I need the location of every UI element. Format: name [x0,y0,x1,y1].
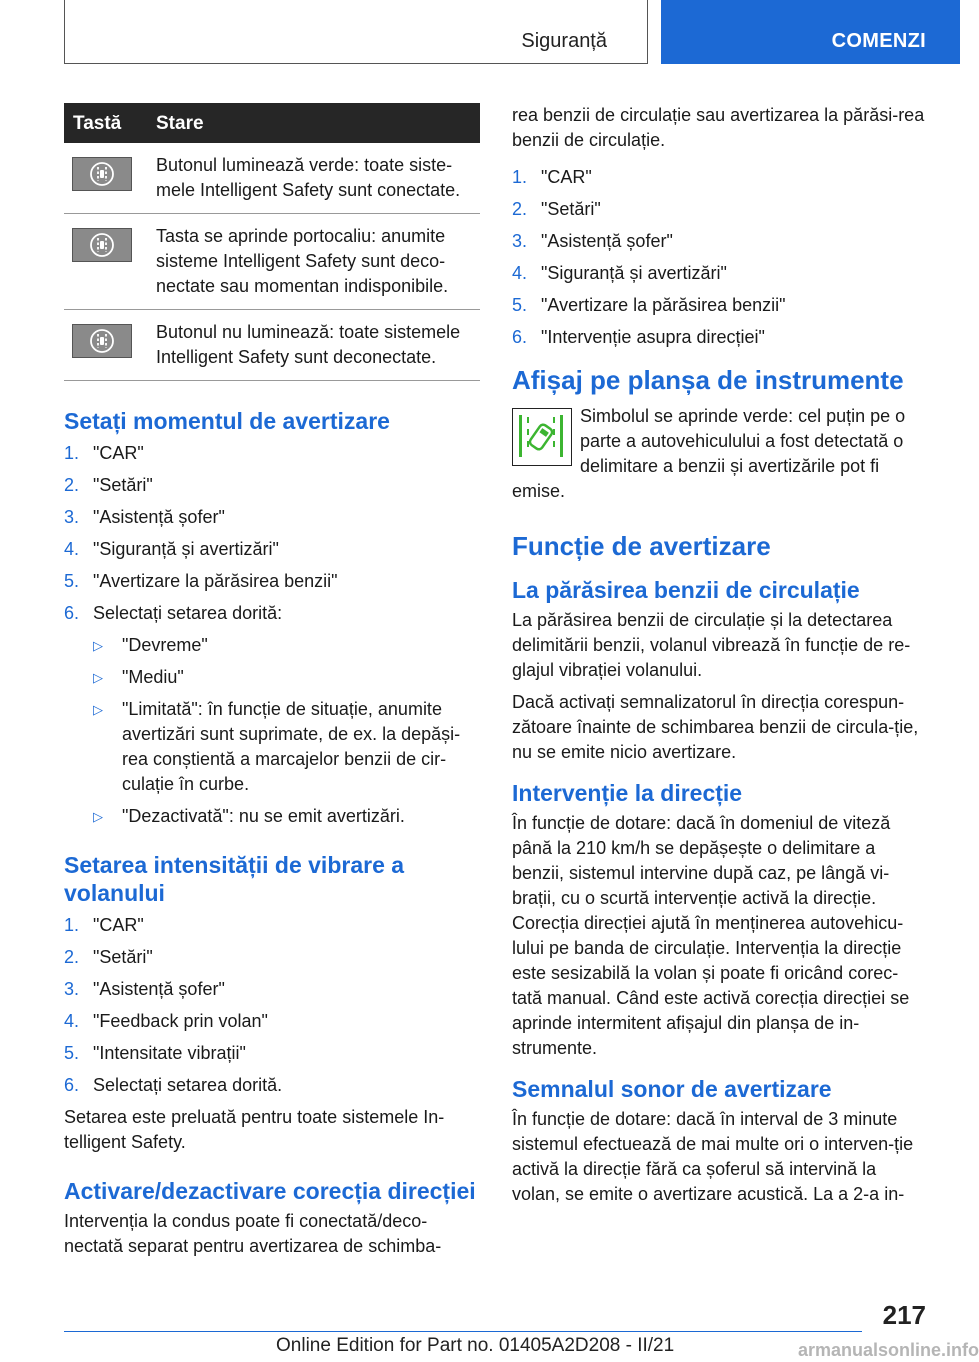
table-cell-state: Butonul luminează verde: toate siste-mele Intelligent Safety sunt conectate. [156,143,480,214]
table-row [64,310,480,381]
acoustic-warning-text: În funcție de dotare: dacă în interval de 3 minute sistemul efectuează de mai multe ori o interven-ție activă la direcție fără ca șoferul să intervină la volan, se emite o avertizare acustică. La a 2-a in- [512,1109,914,1204]
triangle-bullet-icon: ▷ [93,809,103,824]
vibration-note: Setarea este preluată pentru toate sistemele In-telligent Safety. [64,1107,445,1152]
warning-time-options [93,633,480,829]
intelligent-safety-button-icon [72,157,132,191]
key-state-table [64,103,480,381]
list-item: 6. "Intervenție asupra direcției" [512,327,765,347]
list-item: 6. Selectați setarea dorită: [64,603,283,623]
triangle-bullet-icon: ▷ [93,638,103,653]
table-cell-state: Tasta se aprinde portocaliu: anumite sisteme Intelligent Safety sunt deco-nectate sau momentan indisponibile. [156,214,480,310]
page-number: 217 [882,1300,926,1330]
list-item: 3. "Asistență șofer" [512,231,673,251]
header-section-title: Siguranță [521,30,607,52]
list-item: ▷ "Devreme" [93,633,480,658]
subsection-title-leaving-lane: La părăsirea benzii de circulație [512,577,860,603]
right-column [512,103,926,1207]
list-item: 6. Selectați setarea dorită. [64,1075,283,1095]
table-cell-state: Butonul nu luminează: toate sistemele Intelligent Safety sunt deconectate. [156,310,480,381]
section-title-steering-correction: Activare/dezactivare corecția direcției [64,1178,476,1204]
list-item: 4. "Siguranță și avertizări" [64,539,279,559]
warning-time-steps [64,441,480,626]
list-item: 2. "Setări" [512,199,601,219]
list-item: ▷ "Dezactivată": nu se emit avertizări. [93,804,480,829]
list-item: ▷ "Mediu" [93,665,480,690]
list-item: 2. "Setări" [64,475,153,495]
list-item: 2. "Setări" [64,947,153,967]
section-title-display: Afișaj pe planșa de instrumente [512,365,904,395]
list-item: 1. "CAR" [64,915,144,935]
subsection-title-acoustic-warning: Semnalul sonor de avertizare [512,1076,832,1102]
leaving-lane-text-1: La părăsirea benzii de circulație și la detectarea delimitării benzii, volanul vibrează în funcție de re-glajul vibrației volanului. [512,610,911,680]
left-column [64,103,480,1259]
list-item: 4. "Siguranță și avertizări" [512,263,727,283]
watermark-logo: armanualsonline.info [798,1340,979,1360]
list-item: 3. "Asistență șofer" [64,979,225,999]
table-header-state: Stare [156,103,480,143]
intelligent-safety-button-icon [72,324,132,358]
intelligent-safety-button-icon [72,228,132,262]
leaving-lane-text-2: Dacă activați semnalizatorul în direcția corespun-zătoare înainte de schimbarea benzii de circula-ție, nu se emite nicio avertizare. [512,692,919,762]
list-item: 5. "Avertizare la părăsirea benzii" [64,571,338,591]
section-title-vibration: Setarea intensității de vibrare a volanului [64,852,405,906]
subsection-title-steering: Intervenție la direcție [512,780,743,806]
list-item: 5. "Avertizare la părăsirea benzii" [512,295,786,315]
table-header-key: Tastă [64,103,156,143]
header-chapter-tab[interactable] [661,0,960,64]
list-item: 4. "Feedback prin volan" [64,1011,268,1031]
list-item: 1. "CAR" [64,443,144,463]
footer-edition: Online Edition for Part no. 01405A2D208 - II/21 [276,1335,675,1356]
section-title-warning-time: Setați momentul de avertizare [64,408,390,434]
table-row [64,214,480,310]
list-item: ▷ "Limitată": în funcție de situație, anumite avertizări sunt suprimate, de ex. la depăși-rea conștientă a marcajelor benzii de cir-culație în curbe. [93,697,480,797]
header-section-box [64,0,648,64]
steering-steps [512,165,926,350]
vibration-steps [64,913,480,1098]
steering-correction-text: Intervenția la condus poate fi conectată/deco-nectată separat pentru avertizarea de schimba- [64,1211,442,1256]
section-title-warning-function: Funcție de avertizare [512,531,771,561]
list-item: 5. "Intensitate vibrații" [64,1043,246,1063]
display-symbol-row [512,404,926,479]
list-item: 3. "Asistență șofer" [64,507,225,527]
list-item: 1. "CAR" [512,167,592,187]
footer-divider [64,1331,862,1332]
continued-text: rea benzii de circulație sau avertizarea la părăsi-rea benzii de circulație. [512,105,925,150]
triangle-bullet-icon: ▷ [93,670,103,685]
table-row [64,143,480,214]
display-symbol-text-end: emise. [512,481,566,501]
triangle-bullet-icon: ▷ [93,702,103,717]
lane-departure-warning-icon [512,408,572,466]
display-symbol-text: Simbolul se aprinde verde: cel puțin pe o parte a autovehiculului a fost detectată o delimitare a benzii și avertizările pot fi [580,406,906,476]
header-chapter-label: COMENZI [831,30,926,52]
steering-intervention-text: În funcție de dotare: dacă în domeniul de viteză până la 210 km/h se depășește o delimitare a benzii, sistemul intervine după caz, pe lângă vi-brații, cu o scurtă intervenție activă la direcție. Corecția direcției ajută în menținerea autovehicu-lului pe banda de circulație. Intervenția la direcție este sesizabilă la volan și poate fi oricând corec-tată manual. Când este activă corecția direcției se aprinde intermitent afișajul din planșa de in-strumente. [512,813,910,1058]
